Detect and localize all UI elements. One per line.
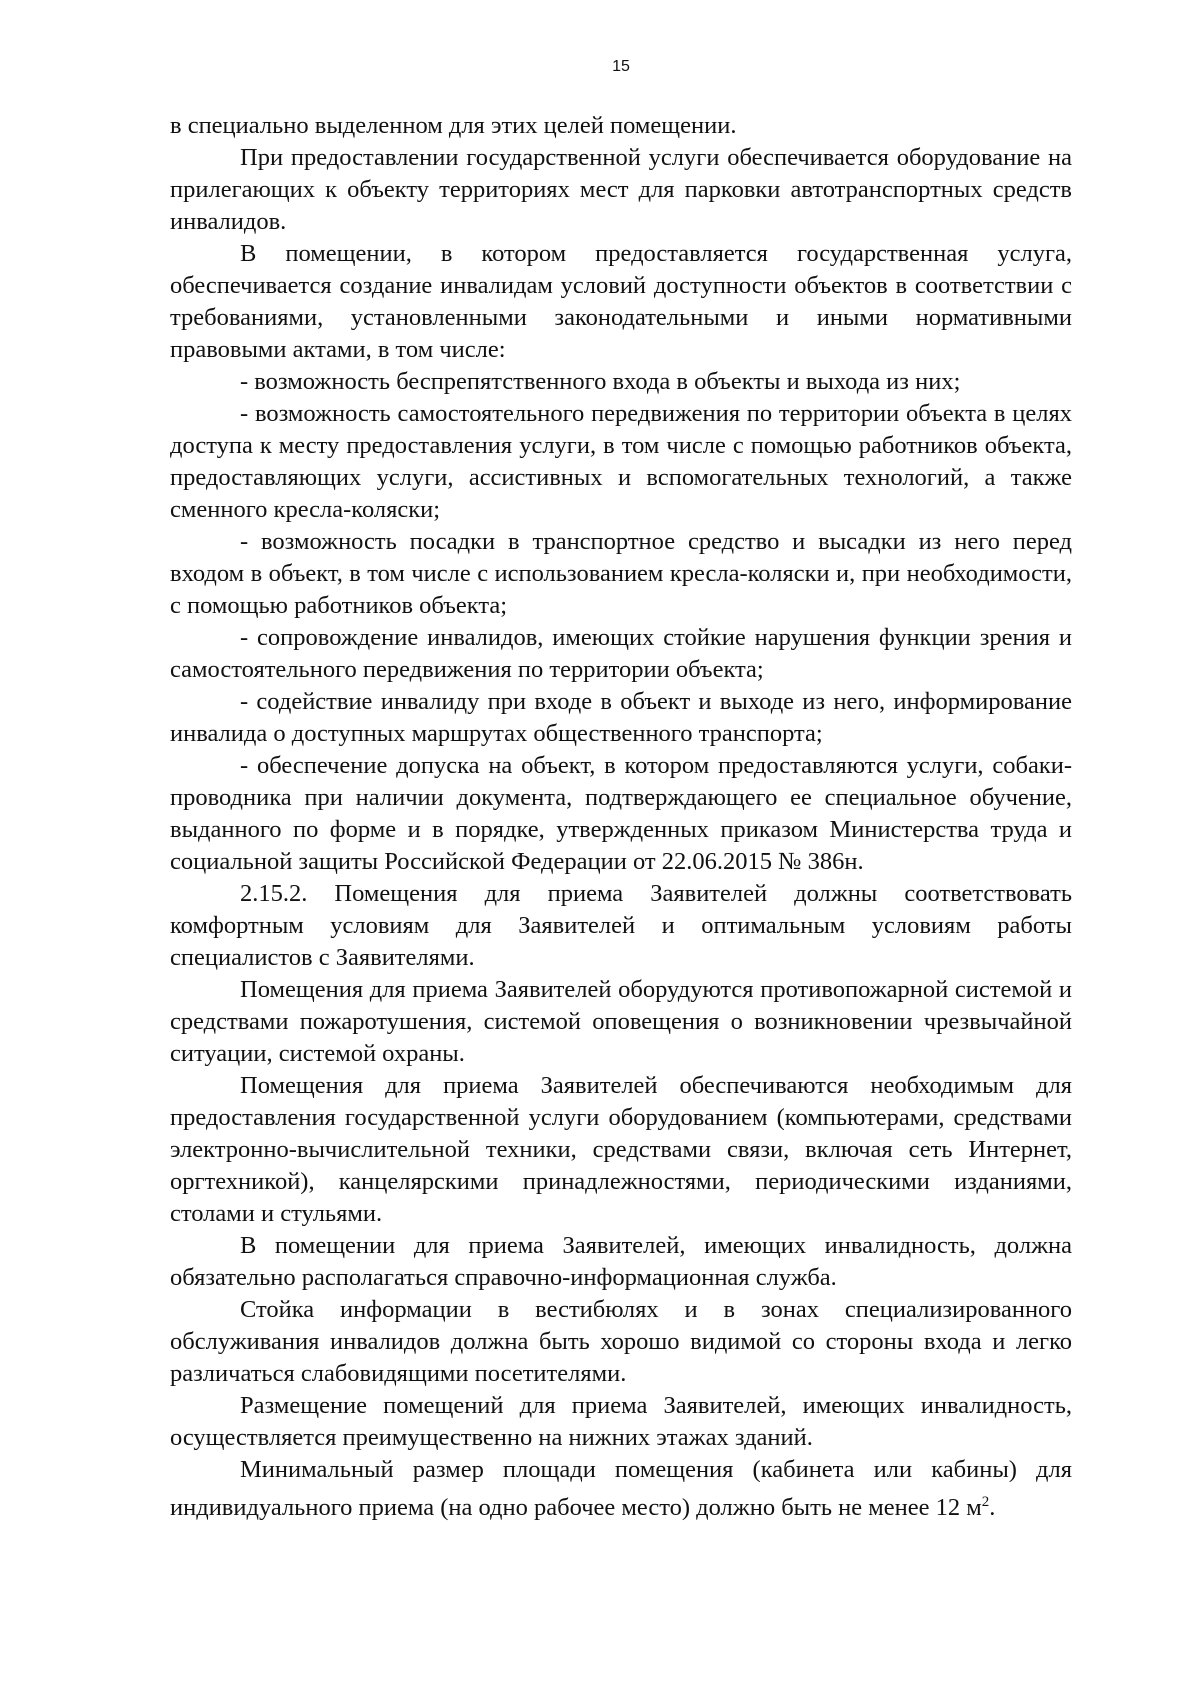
- paragraph-fire-safety: Помещения для приема Заявителей оборудуются противопожарной системой и средствами пожаротушения, системой оповещения о возникновении чрезвычайной ситуации, системой охраны.: [170, 976, 1072, 1067]
- list-item-5: - содействие инвалиду при входе в объект и выходе из него, информирование инвалида о доступных маршрутах общественного транспорта;: [170, 688, 1072, 747]
- superscript-2: 2: [981, 1494, 990, 1510]
- paragraph-2: При предоставлении государственной услуги обеспечивается оборудование на прилегающих к объекту территориях мест для парковки автотранспортных средств инвалидов.: [170, 144, 1072, 235]
- paragraph-info-service: В помещении для приема Заявителей, имеющих инвалидность, должна обязательно располагаться справочно-информационная служба.: [170, 1232, 1072, 1291]
- list-item-4: - сопровождение инвалидов, имеющих стойкие нарушения функции зрения и самостоятельного передвижения по территории объекта;: [170, 624, 1072, 683]
- list-item-2: - возможность самостоятельного передвижения по территории объекта в целях доступа к месту предоставления услуги, в том числе с помощью работников объекта, предоставляющих услуги, ассистивных и вспомогательных технологий, а также сменного кресла-коляски;: [170, 400, 1072, 523]
- list-item-1: - возможность беспрепятственного входа в объекты и выхода из них;: [240, 368, 961, 395]
- list-item-3: - возможность посадки в транспортное средство и высадки из него перед входом в объект, в том числе с использованием кресла-коляски и, при необходимости, с помощью работников объекта;: [170, 528, 1072, 619]
- paragraph-1: в специально выделенном для этих целей помещении.: [170, 112, 737, 139]
- list-item-6: - обеспечение допуска на объект, в котором предоставляются услуги, собаки-проводника при наличии документа, подтверждающего ее специальное обучение, выданного по форме и в порядке, утвержденных приказом Министерства труда и социальной защиты Российской Федерации от 22.06.2015 № 386н.: [170, 752, 1072, 875]
- paragraph-equipment: Помещения для приема Заявителей обеспечиваются необходимым для предоставления государственной услуги оборудованием (компьютерами, средствами электронно-вычислительной техники, средствами связи, включая сеть Интернет, оргтехникой), канцелярскими принадлежностями, периодическими изданиями, столами и стульями.: [170, 1072, 1072, 1227]
- min-area-text: Минимальный размер площади помещения (кабинета или кабины) для индивидуального приема (на одно рабочее место) должно быть не менее 12 м: [170, 1456, 1072, 1522]
- document-body: [170, 110, 1072, 1524]
- paragraph-placement: Размещение помещений для приема Заявителей, имеющих инвалидность, осуществляется преимущественно на нижних этажах зданий.: [170, 1392, 1072, 1451]
- paragraph-3: В помещении, в котором предоставляется государственная услуга, обеспечивается создание инвалидам условий доступности объектов в соответствии с требованиями, установленными законодательными и иными нормативными правовыми актами, в том числе:: [170, 240, 1072, 363]
- min-area-trailing: .: [989, 1494, 996, 1522]
- page-number: 15: [612, 58, 630, 75]
- paragraph-min-area: [170, 1454, 1072, 1524]
- paragraph-info-desk: Стойка информации в вестибюлях и в зонах специализированного обслуживания инвалидов должна быть хорошо видимой со стороны входа и легко различаться слабовидящими посетителями.: [170, 1296, 1072, 1387]
- paragraph-2-15-2: 2.15.2. Помещения для приема Заявителей должны соответствовать комфортным условиям для Заявителей и оптимальным условиям работы специалистов с Заявителями.: [170, 880, 1072, 971]
